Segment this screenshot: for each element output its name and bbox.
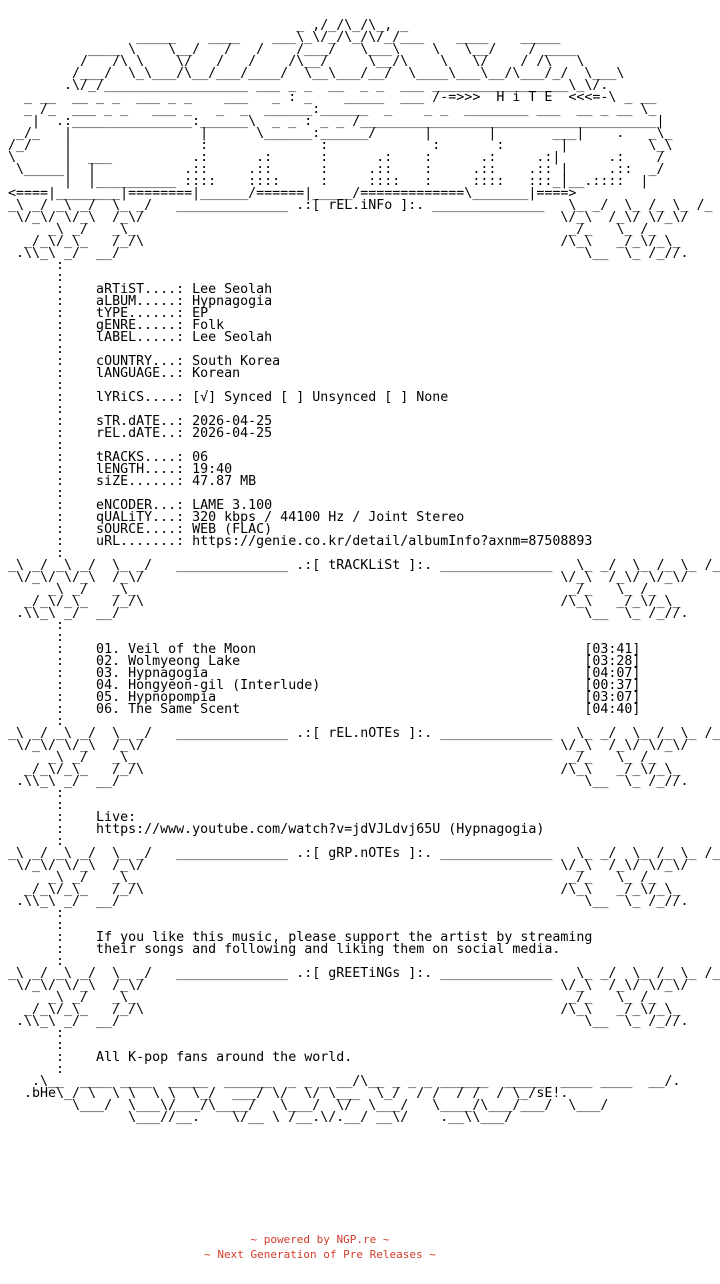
ascii-art-line: \/_\/ \/_\ /_\/ \/_\ /_\/ \/_\/ [16,210,689,225]
ascii-art-line: : [56,630,65,645]
ascii-art-line: \ | ___ .: .: : .: : .: .:| .: / [8,150,665,165]
ascii-art-line: : [56,486,65,501]
field-country: : cOUNTRY...: South Korea [56,354,281,369]
section-header-info: _\ _/ _\ _/ \_ _/ ______________ .:[ rEL.iNFo ]:. ______________ \_ _/ \_ /_ \_ /_ [8,198,713,213]
track-row: : 01. Veil of the Moon [03:41] [56,642,641,657]
ascii-art-line: \/_\/ \/_\ /_\/ \/_\ /_\/ \/_\/ [16,738,689,753]
notes-text: : https://www.youtube.com/watch?v=jdVJLdvj65U (Hypnagogia) [56,822,545,837]
section-header-grp_notes: _\ _/ _\ _/ \_ _/ ______________ .:[ gRP.nOTEs ]:. ______________ \_ _/ \_ /_ \_ /_ [8,846,720,861]
ascii-art-line: _____ ____ ___\_\/_/\_/\/_/___ ____ _____ [136,30,561,45]
notes-label: : Live: [56,810,137,825]
footer-link-ngp[interactable]: ~ powered by NGP.re ~ [250,1233,390,1246]
nfo-document [8,18,720,1125]
track-row: : 04. Hongyeon-gil (Interlude) [00:37] [56,678,641,693]
ascii-art-line: : [56,546,65,561]
footer [0,1232,640,1262]
field-size: : siZE......: 47.87 MB [56,474,257,489]
field-genre: : gENRE.....: Folk [56,318,225,333]
ascii-art-line: .\\_\ _/ __/ \__ \_ /_//. [16,606,689,621]
ascii-art-line: : [56,402,65,417]
field-tracks: : tRACKS....: 06 [56,450,209,465]
ascii-art-line: _ __ __ _ _ ___ _ _ ___ _ : _ _____ ___ /-=>>> H i T E <<<=-\ _ __ [24,90,657,105]
field-length: : lENGTH....: 19:40 [56,462,233,477]
section-header-greetings: _\ _/ _\ _/ \_ _/ ______________ .:[ gREETiNGs ]:. ______________ \_ _/ \_ /_ \_ /_ [8,966,720,981]
greetings-text: : All K-pop fans around the world. [56,1050,353,1065]
ascii-art-line: : [56,1062,65,1077]
ascii-art-line: ____ \ \__/ / / /___/ \___\ \ \__/ / ____ [88,42,577,57]
field-label: : lABEL.....: Lee Seolah [56,330,273,345]
ascii-art-line: : [56,954,65,969]
ascii-art-line: \_____| | .:: .:: : .:: : .:: .:: | .:: _/ [16,162,665,177]
ascii-art-line: : [56,378,65,393]
ascii-art-line: _ ,/_/\_/\_, _ [296,18,409,33]
ascii-art-line: .\__ ____ ____ _____ ______ _ _ _ __/\__ _ _ _ ______ _____ ____ ____ __/. [32,1074,681,1089]
track-row: : 03. Hypnagogia [04:07] [56,666,641,681]
section-header-tracklist: _\ _/ _\ _/ \_ _/ ______________ .:[ tRACKLiSt ]:. ______________ \_ _/ \_ /_ \_ /_ [8,558,720,573]
ascii-art-line: _\ _/ _\_ _/_ \_ /_ [48,870,657,885]
ascii-art-line: .\\_\ _/ __/ \__ \_ /_//. [16,894,689,909]
ascii-art-line: .bHe\_/ \ \ \ \ \ \_/ ___/ \/ \/ \___ \_/ / / / / / \_/sE!. [24,1086,569,1101]
field-album: : aLBUM.....: Hypnagogia [56,294,273,309]
ascii-art-line: .\\_\ _/ __/ \__ \_ /_//. [16,1014,689,1029]
field-rel_date: : rEL.dATE..: 2026-04-25 [56,426,273,441]
ascii-art-line: : [56,714,65,729]
ascii-art-line: .\\_\ _/ __/ \__ \_ /_//. [16,774,689,789]
footer-tagline[interactable] [0,1247,640,1262]
ascii-art-line: _/_\/_\_ /_/\ /\_\ _/_\/_\_ [24,594,681,609]
ascii-art-line: _\ _/ _\_ _/_ \_ /_ [48,582,657,597]
field-language: : lANGUAGE..: Korean [56,366,241,381]
field-artist: : aRTiST....: Lee Seolah [56,282,273,297]
ascii-art-line: .\\_\ _/ __/ \__ \_ /_//. [16,246,689,261]
ascii-art-line: /___/ \_\___/\__/___/____/ \__\___/__/ \____\___\__/\___/_/ \___\ [72,66,625,81]
ascii-art-line: _/_\/_\_ /_/\ /\_\ _/_\/_\_ [24,762,681,777]
ascii-art-line: : [56,258,65,273]
grp-notes-line: : If you like this music, please support the artist by streaming [56,930,593,945]
section-header-notes: _\ _/ _\ _/ \_ _/ ______________ .:[ rEL.nOTEs ]:. ______________ \_ _/ \_ /_ \_ /_ [8,726,720,741]
track-row: : 06. The Same Scent [04:40] [56,702,641,717]
field-encoder: : eNCODER...: LAME 3.100 [56,498,273,513]
ascii-art-line: : [56,834,65,849]
ascii-art-line: | |__________ :::: :::: : :::: : :::: :::_|__.:::: | [64,174,649,189]
ascii-art-line: : [56,270,65,285]
ascii-art-line: .\/_/__________________ ___ _ _ __ _ _ ___ _________________\_\/. [64,78,609,93]
footer-powered-by[interactable] [0,1232,640,1247]
ascii-art-line: : [56,1038,65,1053]
ascii-art-line: /_/ | : : : : | \_\ [8,138,673,153]
field-quality: : qUALiTY...: 320 kbps / 44100 Hz / Joint Stereo [56,510,465,525]
ascii-art-line: _/_\/_\_ /_/\ /\_\ _/_\/_\_ [24,882,681,897]
ascii-art-line: : [56,918,65,933]
ascii-art-line: \/_\/ \/_\ /_\/ \/_\ /_\/ \/_\/ [16,978,689,993]
ascii-art-line: | .:_______________:______\ _ _ : _ _ /_____________________________________| [32,114,665,129]
ascii-art-line: <====|________|========|______/======|_____/=============\_______|====> [8,186,577,201]
ascii-art-line: _ /_ ___ _ _ ___ _ _ _ ______:______ _ _ _ ________ ___ __ _ __ \_ [24,102,657,117]
ascii-art-line: : [56,342,65,357]
ascii-art-line: _/_\/_\_ /_/\ /\_\ _/_\/_\_ [24,1002,681,1017]
ascii-art-line: _/_ | | \______:______/ | | ___| . _\_ [16,126,673,141]
ascii-art-line: : [56,786,65,801]
ascii-art-line: : [56,1026,65,1041]
ascii-art-line: : [56,438,65,453]
ascii-art-line: : [56,618,65,633]
ascii-art-line: \/_\/ \/_\ /_\/ \/_\ /_\/ \/_\/ [16,570,689,585]
field-str_date: : sTR.dATE..: 2026-04-25 [56,414,273,429]
ascii-art-line: _\ _/ _\_ _/_ \_ /_ [48,990,657,1005]
ascii-art-line: _\ _/ _\_ _/_ \_ /_ [48,750,657,765]
grp-notes-line: : their songs and following and liking them on social media. [56,942,561,957]
track-row: : 05. Hypnopompia [03:07] [56,690,641,705]
field-lyrics: : lYRiCS....: [√] Synced [ ] Unsynced [ ] None [56,390,449,405]
ascii-art-line: : [56,798,65,813]
ascii-art-line: _/_\/_\_ /_/\ /\_\ _/_\/_\_ [24,234,681,249]
field-source: : sOURCE....: WEB (FLAC) [56,522,273,537]
ascii-art-line: \/_\/ \/_\ /_\/ \/_\ /_\/ \/_\/ [16,858,689,873]
field-url[interactable]: : uRL.......: https://genie.co.kr/detail/albumInfo?axnm=87508893 [56,534,593,549]
track-row: : 02. Wolmyeong Lake [03:28] [56,654,641,669]
ascii-art-line: _\ _/ _\_ _/_ \_ /_ [48,222,657,237]
ascii-art-line: / /\ \ \/ / / /\__/ \__/\ \ \/ / /\ \ [80,54,585,69]
field-type: : tYPE......: EP [56,306,209,321]
footer-link-tagline[interactable]: ~ Next Generation of Pre Releases ~ [204,1248,436,1261]
ascii-art-line: \___//__. \/__ \ /__.\/.__/ __\/ .__\\___/ [128,1110,513,1125]
ascii-art-line: \___/ \___\/___/\____/ \___/ \/ \___/ \____/\___/___/ \___/ [72,1098,609,1113]
ascii-art-line: : [56,906,65,921]
